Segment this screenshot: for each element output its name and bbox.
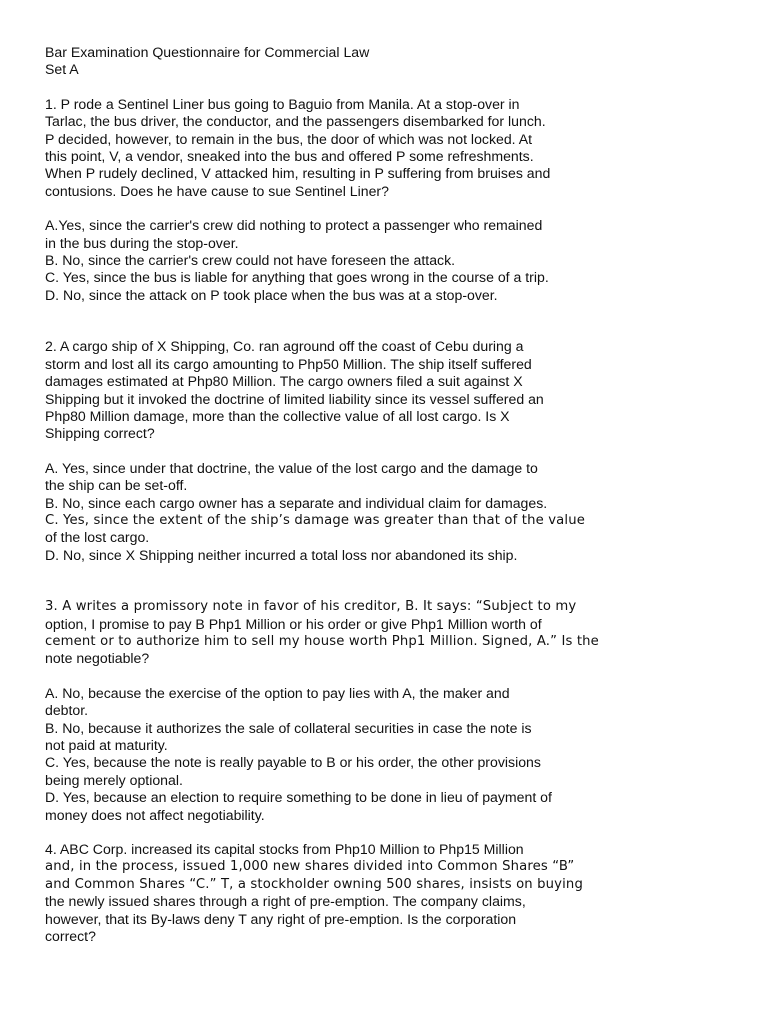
question-1 xyxy=(45,96,605,304)
question-4 xyxy=(45,841,605,945)
stem-line: correct? xyxy=(45,928,96,945)
stem-line: When P rudely declined, V attacked him, resulting in P suffering from bruises and xyxy=(45,165,551,182)
option-line: the ship can be set-off. xyxy=(45,477,188,494)
stem-line: P decided, however, to remain in the bus, the door of which was not locked. At xyxy=(45,130,533,147)
option-line: money does not affect negotiability. xyxy=(45,806,265,823)
option-line: A. Yes, since under that doctrine, the value of the lost cargo and the damage to xyxy=(45,459,538,476)
stem-line: Php80 Million damage, more than the collective value of all lost cargo. Is X xyxy=(45,407,510,424)
answer-options xyxy=(45,460,605,564)
option-line: being merely optional. xyxy=(45,771,183,788)
stem-line: Shipping correct? xyxy=(45,425,155,442)
stem-line: note negotiable? xyxy=(45,650,150,667)
stem-line: and Common Shares “C.” T, a stockholder owning 500 shares, insists on buying xyxy=(45,876,583,892)
stem-line: Tarlac, the bus driver, the conductor, and the passengers disembarked for lunch. xyxy=(45,113,546,130)
stem-line: option, I promise to pay B Php1 Million or his order or give Php1 Million worth of xyxy=(45,615,542,632)
option-line: of the lost cargo. xyxy=(45,529,150,546)
answer-options xyxy=(45,685,605,824)
option-line: C. Yes, since the bus is liable for anything that goes wrong in the course of a trip. xyxy=(45,269,549,286)
option-line: not paid at maturity. xyxy=(45,737,168,753)
option-line: D. Yes, because an election to require something to be done in lieu of payment of xyxy=(45,789,552,806)
question-2 xyxy=(45,338,605,564)
option-line: C. Yes, because the note is really payable to B or his order, the other provisions xyxy=(45,754,541,771)
option-line: debtor. xyxy=(45,702,89,719)
option-line: A. No, because the exercise of the option to pay lies with A, the maker and xyxy=(45,684,510,701)
answer-options xyxy=(45,217,605,304)
question-stem xyxy=(45,96,605,200)
stem-line: damages estimated at Php80 Million. The cargo owners filed a suit against X xyxy=(45,373,523,390)
option-line: D. No, since X Shipping neither incurred a total loss nor abandoned its ship. xyxy=(45,546,518,563)
stem-line: and, in the process, issued 1,000 new shares divided into Common Shares “B” xyxy=(45,859,575,875)
stem-line: however, that its By-laws deny T any right of pre-emption. Is the corporation xyxy=(45,910,517,927)
stem-line: contusions. Does he have cause to sue Sentinel Liner? xyxy=(45,182,389,199)
stem-line: this point, V, a vendor, sneaked into the bus and offered P some refreshments. xyxy=(45,148,534,165)
option-line: B. No, because it authorizes the sale of collateral securities in case the note is xyxy=(45,719,532,736)
option-line: A.Yes, since the carrier's crew did nothing to protect a passenger who remained xyxy=(45,217,543,234)
question-3 xyxy=(45,598,605,824)
stem-line: 2. A cargo ship of X Shipping, Co. ran aground off the coast of Cebu during a xyxy=(45,338,524,355)
stem-line: cement or to authorize him to sell my house worth Php1 Million. Signed, A.” Is the xyxy=(45,633,599,649)
document-title: Bar Examination Questionnaire for Commercial Law xyxy=(45,44,370,60)
stem-line: 1. P rode a Sentinel Liner bus going to Baguio from Manila. At a stop-over in xyxy=(45,95,520,112)
stem-line: 3. A writes a promissory note in favor of his creditor, B. It says: “Subject to my xyxy=(45,599,577,615)
option-line: in the bus during the stop-over. xyxy=(45,234,239,251)
option-line: B. No, since each cargo owner has a separate and individual claim for damages. xyxy=(45,494,548,511)
question-stem xyxy=(45,338,605,442)
option-line: C. Yes, since the extent of the ship’s damage was greater than that of the value xyxy=(45,512,585,528)
stem-line: 4. ABC Corp. increased its capital stocks from Php10 Million to Php15 Million xyxy=(45,841,524,858)
stem-line: storm and lost all its cargo amounting to Php50 Million. The ship itself suffered xyxy=(45,355,532,372)
document-set: Set A xyxy=(45,61,79,78)
option-line: B. No, since the carrier's crew could not have foreseen the attack. xyxy=(45,252,456,269)
question-stem xyxy=(45,841,605,945)
document-page xyxy=(45,44,605,945)
question-stem xyxy=(45,598,605,668)
stem-line: Shipping but it invoked the doctrine of limited liability since its vessel suffered an xyxy=(45,390,544,407)
option-line: D. No, since the attack on P took place when the bus was at a stop-over. xyxy=(45,286,498,303)
stem-line: the newly issued shares through a right of pre-emption. The company claims, xyxy=(45,893,526,910)
